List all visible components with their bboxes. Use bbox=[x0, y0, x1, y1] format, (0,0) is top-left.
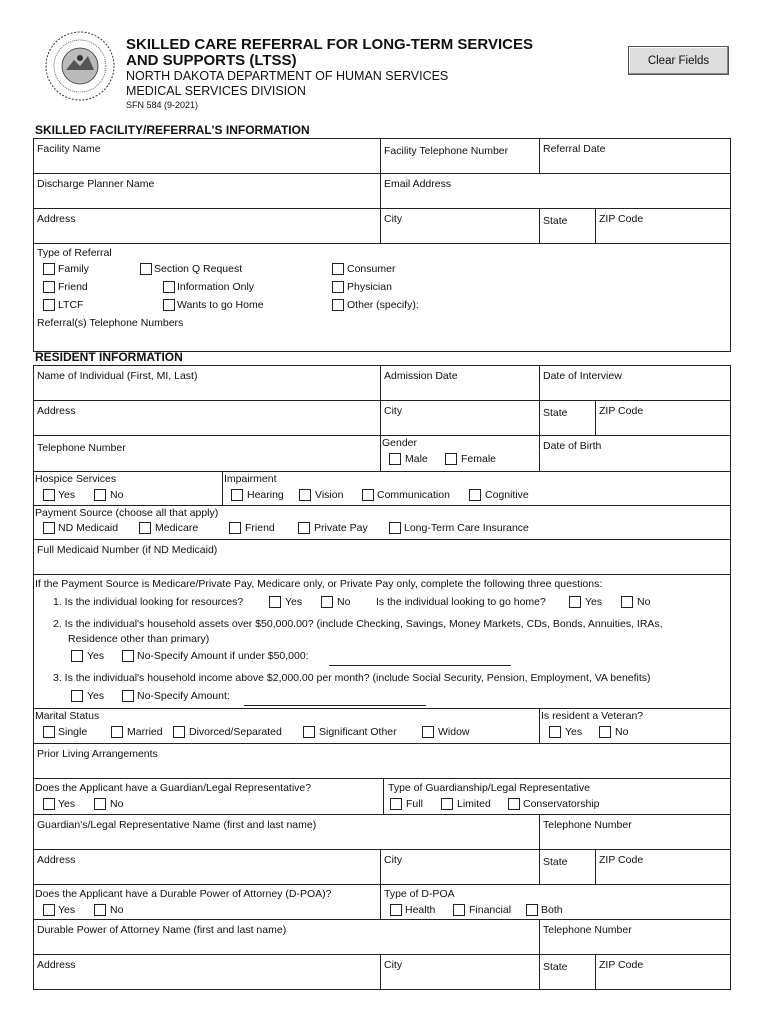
section-q-checkbox[interactable] bbox=[140, 263, 152, 275]
q3-no-checkbox[interactable] bbox=[122, 690, 134, 702]
wants-home-label: Wants to go Home bbox=[177, 299, 264, 311]
dpoa-both-checkbox[interactable] bbox=[526, 904, 538, 916]
guardian-city-label: City bbox=[384, 854, 403, 866]
section-q-label: Section Q Request bbox=[154, 263, 243, 275]
communication-checkbox[interactable] bbox=[362, 489, 374, 501]
title-line-1: SKILLED CARE REFERRAL FOR LONG-TERM SERVICES bbox=[126, 36, 533, 53]
single-checkbox[interactable] bbox=[43, 726, 55, 738]
guardian-state-field[interactable] bbox=[539, 850, 595, 884]
marital-row bbox=[34, 709, 730, 744]
guardian-no-label: No bbox=[110, 798, 124, 810]
resident-section bbox=[33, 365, 731, 990]
impairment-field bbox=[222, 472, 730, 505]
resident-row-2 bbox=[34, 401, 730, 436]
veteran-yes-label: Yes bbox=[565, 726, 583, 738]
guardianship-full-label: Full bbox=[406, 798, 423, 810]
nd-medicaid-label: ND Medicaid bbox=[58, 522, 119, 534]
dpoa-city-field[interactable] bbox=[380, 955, 539, 989]
single-label: Single bbox=[58, 726, 88, 738]
facility-section bbox=[33, 138, 731, 352]
department-name: NORTH DAKOTA DEPARTMENT OF HUMAN SERVICES bbox=[126, 69, 449, 83]
payment-questions-block bbox=[34, 575, 730, 709]
q2-yes-checkbox[interactable] bbox=[71, 650, 83, 662]
state-seal-logo bbox=[44, 30, 116, 102]
payment-source-label: Payment Source (choose all that apply) bbox=[35, 507, 219, 519]
dpoa-question-label: Does the Applicant have a Durable Power of Attorney (D-POA)? bbox=[35, 888, 332, 900]
dpoa-zip-label: ZIP Code bbox=[599, 959, 644, 971]
question-2-line-1: 2. Is the individual's household assets over $50,000.00? (include Checking, Savings, Money Markets, CDs, Bonds, Annuities, IRAs, bbox=[53, 618, 663, 630]
other-label: Other (specify): bbox=[347, 299, 419, 311]
guardian-yes-label: Yes bbox=[58, 798, 76, 810]
guardianship-type-field bbox=[383, 779, 730, 814]
physician-label: Physician bbox=[347, 281, 392, 293]
email-field[interactable] bbox=[380, 174, 730, 208]
dpoa-zip-field[interactable] bbox=[595, 955, 730, 989]
family-label: Family bbox=[58, 263, 89, 275]
guardian-city-field[interactable] bbox=[380, 850, 539, 884]
nd-medicaid-checkbox[interactable] bbox=[43, 522, 55, 534]
resident-section-heading: RESIDENT INFORMATION bbox=[35, 350, 183, 364]
department-block bbox=[126, 69, 448, 99]
male-checkbox[interactable] bbox=[389, 453, 401, 465]
dpoa-both-label: Both bbox=[541, 904, 563, 916]
resident-address-field[interactable] bbox=[34, 401, 380, 435]
hearing-checkbox[interactable] bbox=[231, 489, 243, 501]
resident-zip-label: ZIP Code bbox=[599, 405, 644, 417]
resident-state-field[interactable] bbox=[539, 401, 595, 435]
referral-date-label: Referral Date bbox=[543, 143, 606, 155]
facility-address-field[interactable] bbox=[34, 209, 380, 243]
admission-date-field[interactable] bbox=[380, 366, 539, 400]
admission-date-label: Admission Date bbox=[384, 370, 458, 382]
guardian-address-label: Address bbox=[37, 854, 76, 866]
guardian-phone-label: Telephone Number bbox=[543, 819, 632, 831]
dob-label: Date of Birth bbox=[543, 440, 602, 452]
dpoa-type-field bbox=[380, 885, 730, 919]
other-checkbox[interactable] bbox=[332, 299, 344, 311]
resident-name-field[interactable] bbox=[34, 366, 380, 400]
widow-checkbox[interactable] bbox=[422, 726, 434, 738]
guardian-no-checkbox[interactable] bbox=[94, 798, 106, 810]
resident-phone-label: Telephone Number bbox=[37, 442, 126, 454]
hospice-yes-label: Yes bbox=[58, 489, 76, 501]
resident-row-1 bbox=[34, 366, 730, 401]
medicare-label: Medicare bbox=[155, 522, 199, 534]
guardian-question-field bbox=[34, 779, 383, 814]
married-checkbox[interactable] bbox=[111, 726, 123, 738]
facility-zip-field[interactable] bbox=[595, 209, 730, 243]
ltcf-checkbox[interactable] bbox=[43, 299, 55, 311]
facility-zip-label: ZIP Code bbox=[599, 213, 644, 225]
question-1b: Is the individual looking to go home? bbox=[376, 596, 546, 608]
form-title bbox=[126, 37, 533, 69]
medicaid-number-label: Full Medicaid Number (if ND Medicaid) bbox=[37, 544, 218, 556]
prior-living-label: Prior Living Arrangements bbox=[37, 748, 158, 760]
q2-yes-label: Yes bbox=[87, 650, 105, 662]
dob-field[interactable] bbox=[539, 436, 730, 471]
facility-phone-field[interactable] bbox=[380, 139, 539, 173]
guardian-name-field[interactable] bbox=[34, 815, 539, 849]
vision-label: Vision bbox=[315, 489, 344, 501]
dpoa-city-label: City bbox=[384, 959, 403, 971]
guardian-state-label: State bbox=[543, 856, 568, 868]
private-pay-label: Private Pay bbox=[314, 522, 368, 534]
dpoa-no-checkbox[interactable] bbox=[94, 904, 106, 916]
referral-type-label: Type of Referral bbox=[37, 247, 112, 259]
discharge-planner-field[interactable] bbox=[34, 174, 380, 208]
veteran-yes-checkbox[interactable] bbox=[549, 726, 561, 738]
facility-name-label: Facility Name bbox=[37, 143, 101, 155]
family-checkbox[interactable] bbox=[43, 263, 55, 275]
question-2-line-2: Residence other than primary) bbox=[68, 633, 210, 645]
guardianship-full-checkbox[interactable] bbox=[390, 798, 402, 810]
dpoa-financial-checkbox[interactable] bbox=[453, 904, 465, 916]
dpoa-name-field[interactable] bbox=[34, 920, 539, 954]
dpoa-state-field[interactable] bbox=[539, 955, 595, 989]
resident-state-label: State bbox=[543, 407, 568, 419]
ltc-insurance-checkbox[interactable] bbox=[389, 522, 401, 534]
gender-label: Gender bbox=[382, 437, 418, 449]
dpoa-name-label: Durable Power of Attorney Name (first and last name) bbox=[37, 924, 287, 936]
title-line-2: AND SUPPORTS (LTSS) bbox=[126, 52, 297, 69]
physician-checkbox[interactable] bbox=[332, 281, 344, 293]
facility-city-label: City bbox=[384, 213, 403, 225]
questions-intro: If the Payment Source is Medicare/Private Pay, Medicare only, or Private Pay only, complete the following three questions: bbox=[35, 578, 603, 590]
dpoa-address-field[interactable] bbox=[34, 955, 380, 989]
facility-phone-label: Facility Telephone Number bbox=[384, 145, 509, 157]
hospice-no-checkbox[interactable] bbox=[94, 489, 106, 501]
guardian-address-row bbox=[34, 850, 730, 885]
resident-city-field[interactable] bbox=[380, 401, 539, 435]
facility-city-field[interactable] bbox=[380, 209, 539, 243]
q2-no-checkbox[interactable] bbox=[122, 650, 134, 662]
guardian-name-row bbox=[34, 815, 730, 850]
guardianship-limited-checkbox[interactable] bbox=[441, 798, 453, 810]
resident-zip-field[interactable] bbox=[595, 401, 730, 435]
consumer-checkbox[interactable] bbox=[332, 263, 344, 275]
facility-state-label: State bbox=[543, 215, 568, 227]
resident-row-4 bbox=[34, 472, 730, 506]
q2-no-label: No-Specify Amount if under $50,000: bbox=[137, 650, 309, 662]
married-label: Married bbox=[127, 726, 163, 738]
significant-other-label: Significant Other bbox=[319, 726, 397, 738]
veteran-field bbox=[539, 709, 730, 743]
veteran-no-checkbox[interactable] bbox=[599, 726, 611, 738]
facility-address-label: Address bbox=[37, 213, 76, 225]
q1-yes-checkbox[interactable] bbox=[269, 596, 281, 608]
guardian-yes-checkbox[interactable] bbox=[43, 798, 55, 810]
q3-yes-checkbox[interactable] bbox=[71, 690, 83, 702]
dpoa-yes-label: Yes bbox=[58, 904, 76, 916]
dpoa-type-label: Type of D-POA bbox=[384, 888, 455, 900]
impairment-label: Impairment bbox=[224, 473, 277, 485]
form-number: SFN 584 (9-2021) bbox=[126, 100, 199, 110]
dpoa-health-checkbox[interactable] bbox=[390, 904, 402, 916]
guardianship-type-label: Type of Guardianship/Legal Representative bbox=[388, 782, 590, 794]
hearing-label: Hearing bbox=[247, 489, 284, 501]
resident-name-label: Name of Individual (First, MI, Last) bbox=[37, 370, 198, 382]
facility-row-1 bbox=[34, 139, 730, 174]
dpoa-phone-label: Telephone Number bbox=[543, 924, 632, 936]
guardian-address-field[interactable] bbox=[34, 850, 380, 884]
widow-label: Widow bbox=[438, 726, 470, 738]
q2-amount-input[interactable] bbox=[329, 665, 511, 666]
guardian-question-label: Does the Applicant have a Guardian/Legal Representative? bbox=[35, 782, 312, 794]
facility-row-3 bbox=[34, 209, 730, 244]
dpoa-address-label: Address bbox=[37, 959, 76, 971]
q1b-no-checkbox[interactable] bbox=[621, 596, 633, 608]
divorced-label: Divorced/Separated bbox=[189, 726, 282, 738]
dpoa-phone-field[interactable] bbox=[539, 920, 730, 954]
marital-status-field bbox=[34, 709, 539, 743]
q1b-yes-label: Yes bbox=[585, 596, 603, 608]
facility-state-field[interactable] bbox=[539, 209, 595, 243]
hospice-yes-checkbox[interactable] bbox=[43, 489, 55, 501]
referral-type-row bbox=[34, 244, 730, 316]
prior-living-row[interactable] bbox=[34, 744, 730, 779]
q1b-no-label: No bbox=[637, 596, 651, 608]
referral-phones-label: Referral(s) Telephone Numbers bbox=[37, 317, 184, 329]
dpoa-address-row bbox=[34, 955, 730, 990]
medicaid-number-row[interactable] bbox=[34, 540, 730, 575]
friend-checkbox[interactable] bbox=[43, 281, 55, 293]
cognitive-checkbox[interactable] bbox=[469, 489, 481, 501]
hospice-label: Hospice Services bbox=[35, 473, 117, 485]
ltcf-label: LTCF bbox=[58, 299, 84, 311]
payment-source-row bbox=[34, 506, 730, 540]
discharge-planner-label: Discharge Planner Name bbox=[37, 178, 155, 190]
divorced-checkbox[interactable] bbox=[173, 726, 185, 738]
communication-label: Communication bbox=[377, 489, 450, 501]
referral-date-field[interactable] bbox=[539, 139, 730, 173]
friend-payment-label: Friend bbox=[245, 522, 275, 534]
gender-field bbox=[380, 436, 539, 471]
guardian-zip-label: ZIP Code bbox=[599, 854, 644, 866]
dpoa-health-label: Health bbox=[405, 904, 436, 916]
significant-other-checkbox[interactable] bbox=[303, 726, 315, 738]
friend-label: Friend bbox=[58, 281, 88, 293]
clear-fields-button[interactable]: Clear Fields bbox=[628, 46, 729, 75]
interview-date-label: Date of Interview bbox=[543, 370, 622, 382]
conservatorship-checkbox[interactable] bbox=[508, 798, 520, 810]
female-checkbox[interactable] bbox=[445, 453, 457, 465]
resident-phone-field[interactable] bbox=[34, 436, 380, 471]
hospice-no-label: No bbox=[110, 489, 124, 501]
q3-amount-input[interactable] bbox=[244, 705, 426, 706]
division-name: MEDICAL SERVICES DIVISION bbox=[126, 84, 306, 98]
information-only-label: Information Only bbox=[177, 281, 255, 293]
ltc-insurance-label: Long-Term Care Insurance bbox=[404, 522, 529, 534]
guardian-row bbox=[34, 779, 730, 815]
dpoa-name-row bbox=[34, 920, 730, 955]
guardian-zip-field[interactable] bbox=[595, 850, 730, 884]
dpoa-state-label: State bbox=[543, 961, 568, 973]
facility-row-2 bbox=[34, 174, 730, 209]
q1-no-checkbox[interactable] bbox=[321, 596, 333, 608]
male-label: Male bbox=[405, 453, 428, 465]
hospice-field bbox=[34, 472, 222, 505]
veteran-no-label: No bbox=[615, 726, 629, 738]
q1-yes-label: Yes bbox=[285, 596, 303, 608]
facility-name-field[interactable] bbox=[34, 139, 380, 173]
resident-address-label: Address bbox=[37, 405, 76, 417]
conservatorship-label: Conservatorship bbox=[523, 798, 600, 810]
guardian-name-label: Guardian's/Legal Representative Name (first and last name) bbox=[37, 819, 317, 831]
dpoa-yes-checkbox[interactable] bbox=[43, 904, 55, 916]
private-pay-checkbox[interactable] bbox=[298, 522, 310, 534]
guardianship-limited-label: Limited bbox=[457, 798, 491, 810]
veteran-label: Is resident a Veteran? bbox=[541, 710, 644, 722]
q3-yes-label: Yes bbox=[87, 690, 105, 702]
question-1: 1. Is the individual looking for resources? bbox=[53, 596, 244, 608]
resident-row-3 bbox=[34, 436, 730, 472]
q1b-yes-checkbox[interactable] bbox=[569, 596, 581, 608]
vision-checkbox[interactable] bbox=[299, 489, 311, 501]
resident-city-label: City bbox=[384, 405, 403, 417]
facility-section-heading: SKILLED FACILITY/REFERRAL'S INFORMATION bbox=[35, 123, 310, 137]
friend-payment-checkbox[interactable] bbox=[229, 522, 241, 534]
cognitive-label: Cognitive bbox=[485, 489, 529, 501]
consumer-label: Consumer bbox=[347, 263, 396, 275]
wants-home-checkbox[interactable] bbox=[163, 299, 175, 311]
interview-date-field[interactable] bbox=[539, 366, 730, 400]
dpoa-question-field bbox=[34, 885, 380, 919]
guardian-phone-field[interactable] bbox=[539, 815, 730, 849]
information-only-checkbox[interactable] bbox=[163, 281, 175, 293]
marital-status-label: Marital Status bbox=[35, 710, 100, 722]
female-label: Female bbox=[461, 453, 497, 465]
dpoa-financial-label: Financial bbox=[469, 904, 512, 916]
q3-no-label: No-Specify Amount: bbox=[137, 690, 230, 702]
dpoa-row bbox=[34, 885, 730, 920]
email-label: Email Address bbox=[384, 178, 452, 190]
dpoa-no-label: No bbox=[110, 904, 124, 916]
question-3: 3. Is the individual's household income above $2,000.00 per month? (include Social Security, Pension, Employment, VA benefits) bbox=[53, 672, 651, 684]
q1-no-label: No bbox=[337, 596, 351, 608]
referral-phones-row[interactable] bbox=[34, 316, 730, 352]
medicare-checkbox[interactable] bbox=[139, 522, 151, 534]
